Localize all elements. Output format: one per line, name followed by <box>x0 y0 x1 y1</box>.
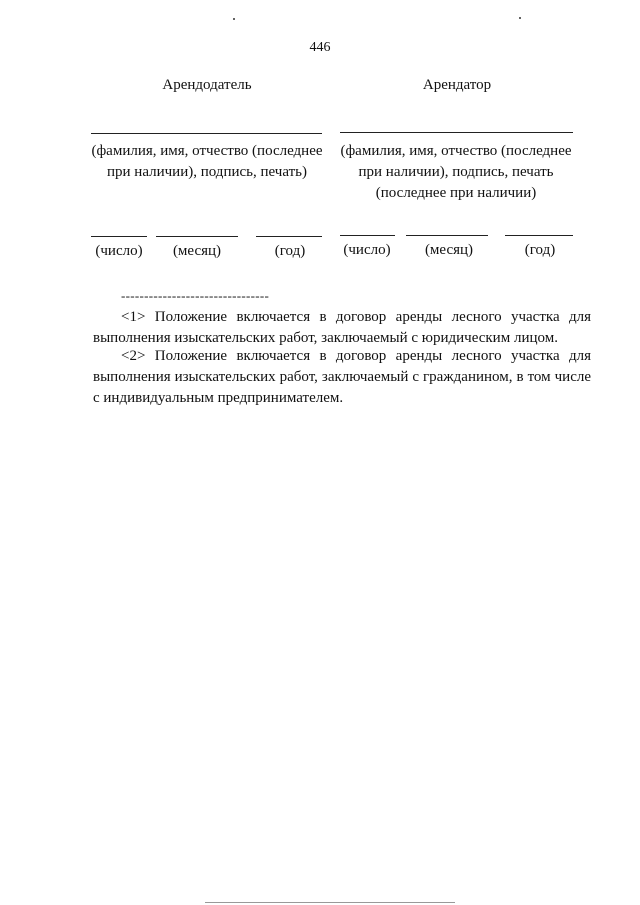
landlord-day-label: (число) <box>95 243 143 259</box>
tenant-month-label: (месяц) <box>424 242 474 258</box>
footnote-separator: -------------------------------- <box>121 288 270 303</box>
tenant-year-label: (год) <box>524 242 556 258</box>
landlord-signature-line <box>91 133 322 134</box>
page-bottom-edge <box>205 902 455 903</box>
tenant-month-line <box>406 235 488 236</box>
landlord-signature-caption: (фамилия, имя, отчество (последнее при наличии), подпись, печать) <box>91 143 323 180</box>
tenant-title: Арендатор <box>422 77 492 93</box>
footnote-1: <1> Положение включается в договор аренды лесного участка для выполнения изыскательских работ, заключаемый с юридическим лицом. <box>93 309 591 346</box>
tenant-signature-caption: (фамилия, имя, отчество (последнее при наличии), подпись, печать (последнее при наличии) <box>340 143 572 201</box>
footnote-2: <2> Положение включается в договор аренды лесного участка для выполнения изыскательских работ, заключаемый с гражданином, в том числе с индивидуальным предпринимателем. <box>93 348 591 406</box>
landlord-month-label: (месяц) <box>172 243 222 259</box>
tenant-day-line <box>340 235 395 236</box>
page-number: 446 <box>309 40 331 55</box>
scan-speck <box>519 17 521 19</box>
landlord-year-line <box>256 236 322 237</box>
tenant-year-line <box>505 235 573 236</box>
landlord-title: Арендодатель <box>162 77 252 93</box>
tenant-day-label: (число) <box>343 242 391 258</box>
landlord-month-line <box>156 236 238 237</box>
scan-speck <box>233 18 235 20</box>
tenant-signature-line <box>340 132 573 133</box>
landlord-day-line <box>91 236 147 237</box>
landlord-year-label: (год) <box>274 243 306 259</box>
